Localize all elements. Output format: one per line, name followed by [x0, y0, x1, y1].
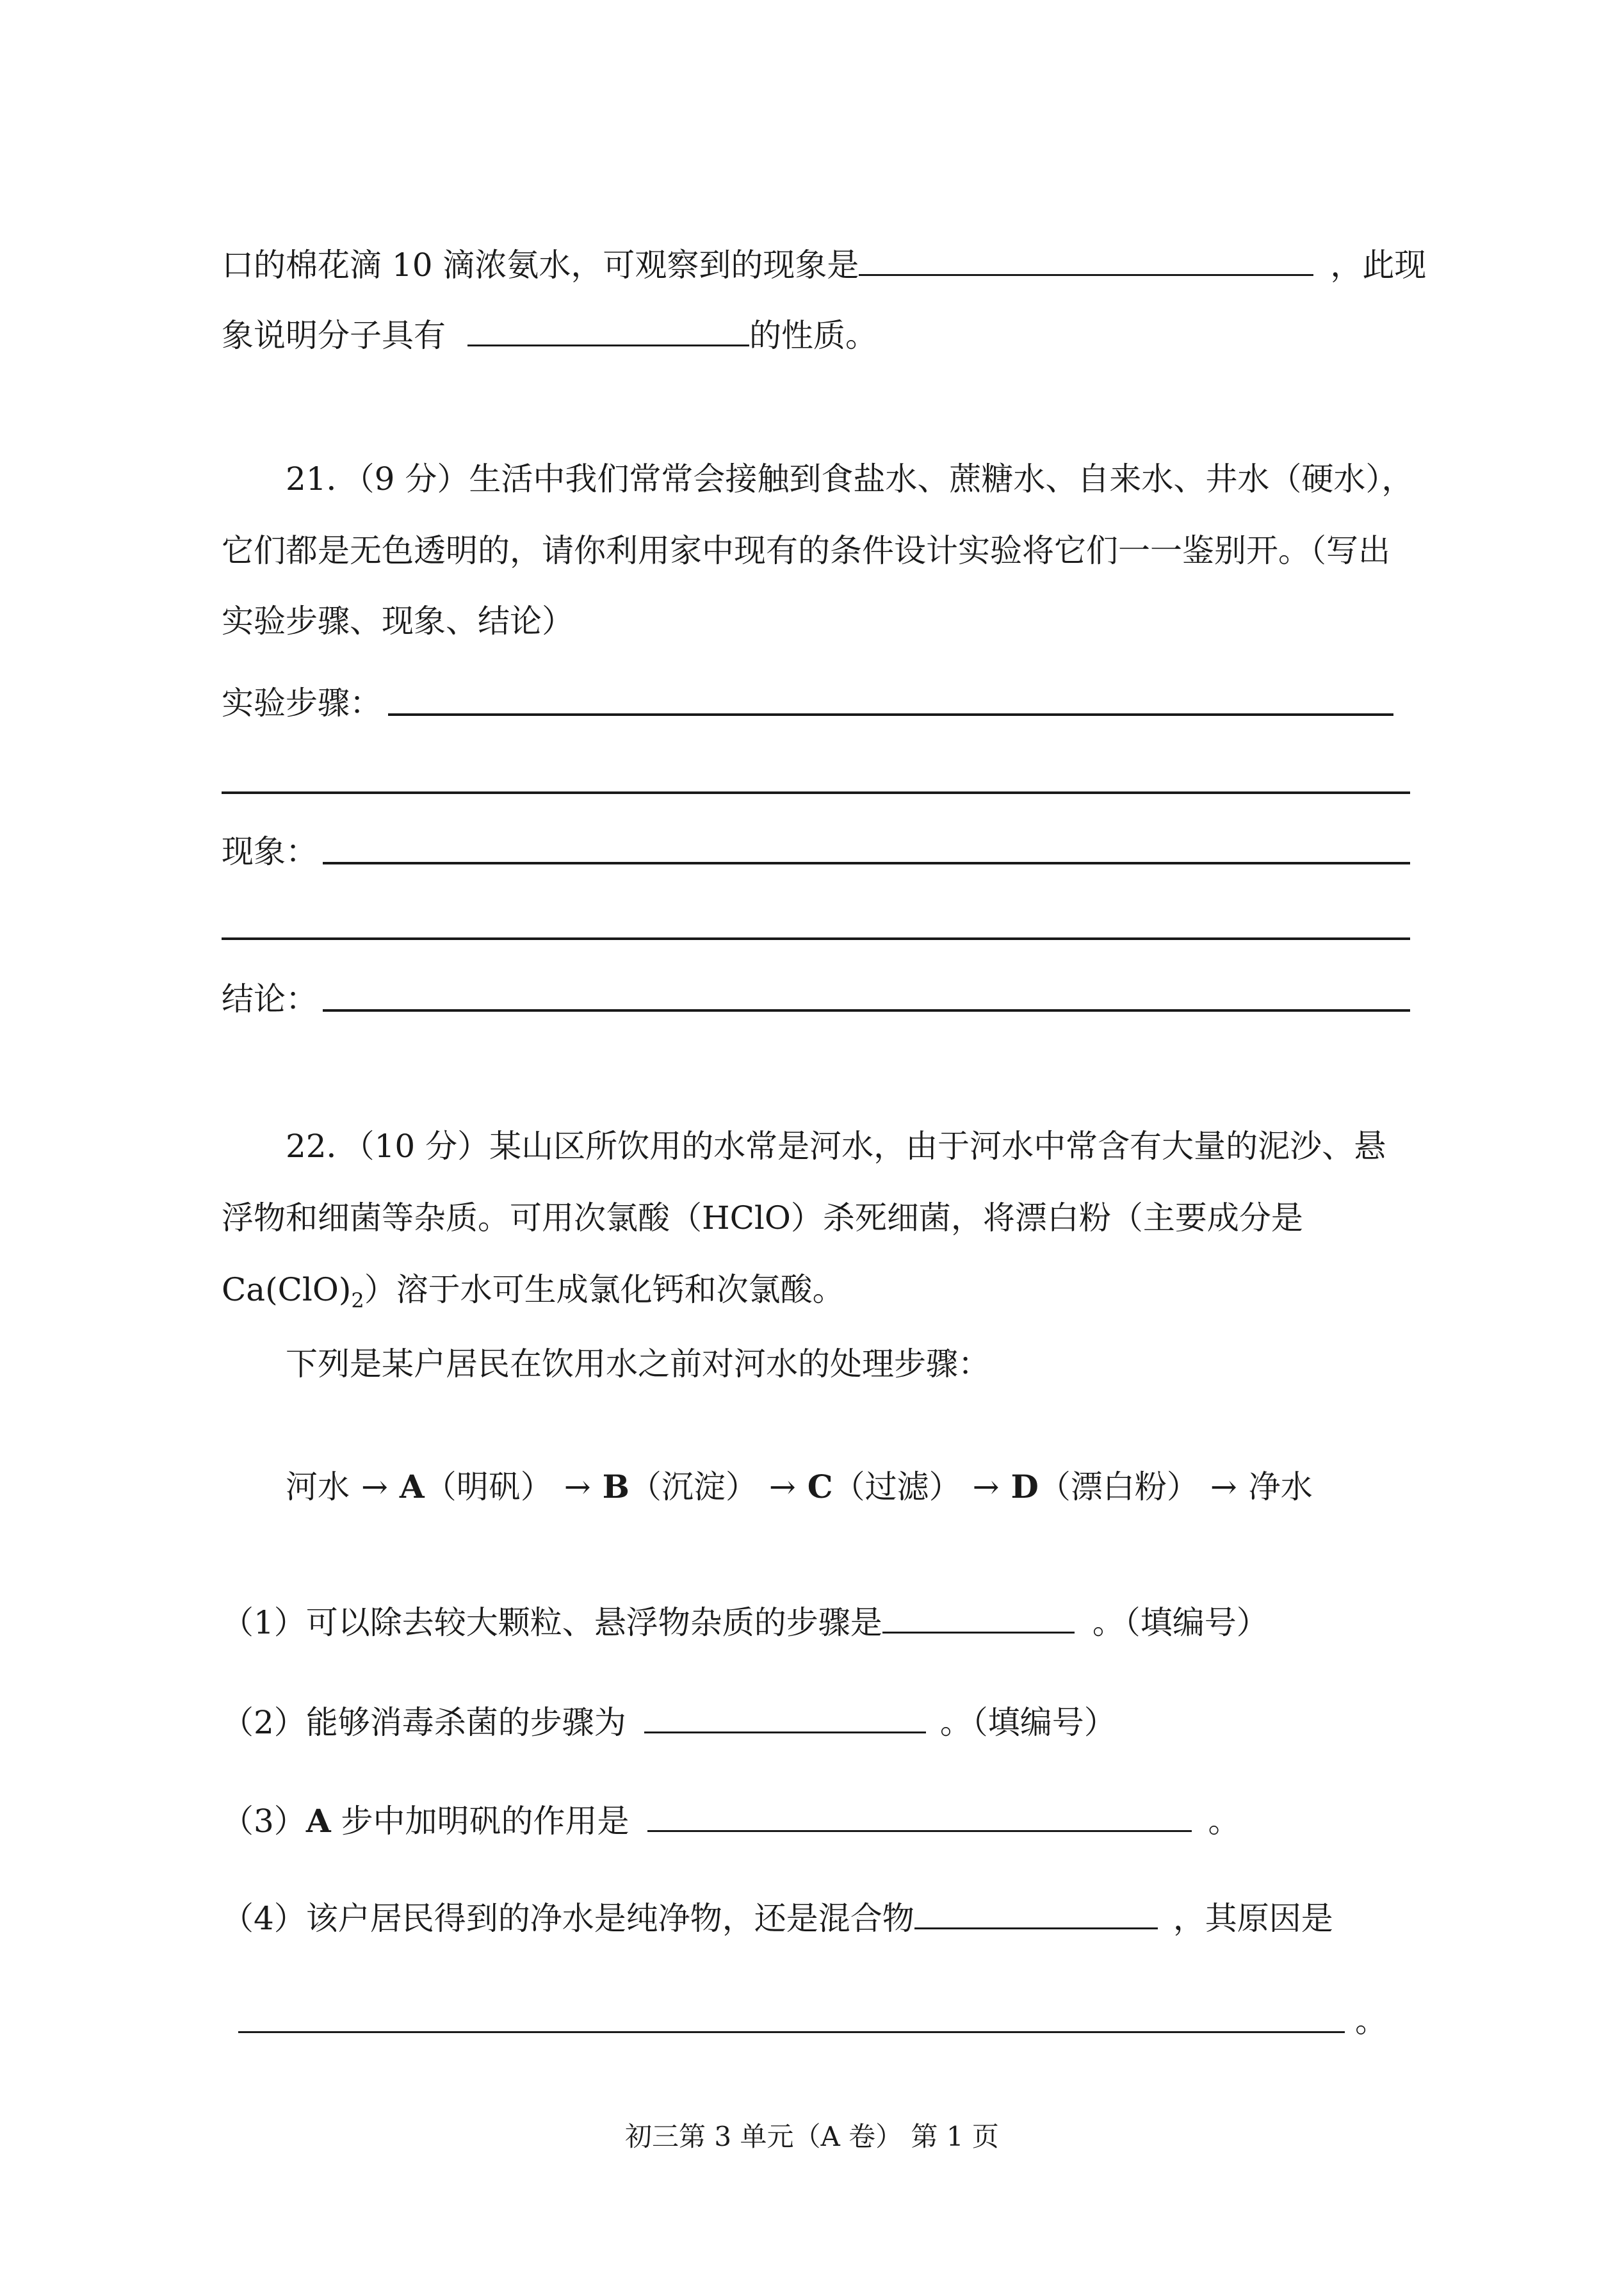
- q20-line1-prefix: 口的棉花滴 10 滴浓氨水，可观察到的现象是: [222, 247, 859, 284]
- q22-formula-subscript: 2: [351, 1288, 364, 1313]
- arrow-icon: →: [564, 1468, 591, 1505]
- q22-line-1: [0, 1127, 1624, 1165]
- q21-conclusion-row: [0, 980, 1624, 1018]
- q21-stem-3: 实验步骤、现象、结论）: [222, 603, 574, 640]
- flow-step-a-note: （明矾）: [424, 1468, 553, 1505]
- q21-line-1: [0, 460, 1624, 498]
- q21-steps-label: 实验步骤：: [222, 685, 382, 722]
- q22-sub1-suffix: 。（填编号）: [1092, 1604, 1269, 1641]
- q21-phenomenon-label: 现象：: [222, 833, 318, 870]
- flow-step-b-letter: B: [602, 1468, 629, 1505]
- q22-line-2: [0, 1199, 1624, 1237]
- q21-line-2: [0, 531, 1624, 570]
- q22-sub4-blank[interactable]: [914, 1899, 1158, 1929]
- q20-phenomenon-blank[interactable]: [859, 246, 1313, 276]
- q20-line-1: [0, 246, 1624, 284]
- flow-step-a-letter: A: [399, 1468, 425, 1505]
- q21-conclusion-label: 结论：: [222, 980, 318, 1018]
- q21-stem-2: 它们都是无色透明的，请你利用家中现有的条件设计实验将它们一一鉴别开。（写出: [222, 532, 1390, 569]
- q21-phenomenon-row: [0, 832, 1624, 871]
- q22-sub3-blank[interactable]: [647, 1802, 1192, 1832]
- flow-end: 净水: [1248, 1468, 1313, 1505]
- q22-flow: [0, 1468, 1624, 1506]
- q20-line-2: [0, 316, 1624, 355]
- q20-line2-suffix: 的性质。: [749, 317, 877, 354]
- q22-intro-line: [0, 1345, 1624, 1383]
- q22-formula-main: Ca(ClO): [222, 1271, 352, 1308]
- q22-sub4-suffix: ，其原因是: [1173, 1900, 1333, 1937]
- q21-phenomenon-answer-line-1[interactable]: [323, 862, 1410, 864]
- q20-line2-prefix: 象说明分子具有: [222, 317, 446, 354]
- arrow-icon: →: [1210, 1468, 1237, 1505]
- flow-step-c-note: （过滤）: [832, 1468, 961, 1505]
- flow-step-b-note: （沉淀）: [629, 1468, 758, 1505]
- page-footer: 初三第 3 单元（A 卷） 第 1 页: [625, 2121, 999, 2152]
- q21-steps-answer-line-2[interactable]: [222, 791, 1410, 794]
- q21-steps-answer-line-1[interactable]: [388, 713, 1393, 716]
- arrow-icon: →: [768, 1468, 796, 1505]
- q20-line1-suffix: ，此现: [1330, 247, 1427, 284]
- q22-sub2-prefix: （2）能够消毒杀菌的步骤为: [222, 1704, 626, 1741]
- q22-sub1: [0, 1603, 1624, 1642]
- q22-stem-2: 浮物和细菌等杂质。可用次氯酸（HClO）杀死细菌，将漂白粉（主要成分是: [222, 1199, 1303, 1237]
- q22-formula: [222, 1271, 364, 1313]
- q22-sub2-suffix: 。（填编号）: [939, 1704, 1116, 1741]
- q22-sub3-letter: A: [305, 1802, 331, 1840]
- arrow-icon: →: [361, 1468, 388, 1505]
- q22-sub4-prefix: （4）该户居民得到的净水是纯净物，还是混合物: [222, 1900, 914, 1937]
- q22-sub2: [0, 1703, 1624, 1742]
- q22-sub4-end-row: [0, 2002, 1624, 2040]
- flow-step-d-letter: D: [1011, 1468, 1039, 1505]
- q22-sub2-blank[interactable]: [644, 1703, 926, 1733]
- q22-stem-3: ）溶于水可生成氯化钙和次氯酸。: [364, 1271, 845, 1308]
- q22-line-3: [0, 1270, 1624, 1320]
- arrow-icon: →: [972, 1468, 1000, 1505]
- q22-sub3-num: （3）: [222, 1803, 306, 1840]
- q22-sub3-text: 步中加明矾的作用是: [330, 1803, 629, 1840]
- q21-stem-1: 21．（9 分）生活中我们常常会接触到食盐水、蔗糖水、自来水、井水（硬水），: [286, 460, 1414, 498]
- q21-phenomenon-answer-line-2[interactable]: [222, 937, 1410, 940]
- q22-sub1-prefix: （1）可以除去较大颗粒、悬浮物杂质的步骤是: [222, 1604, 882, 1641]
- q22-sub4-end: 。: [1355, 2002, 1387, 2040]
- flow-step-d-note: （漂白粉）: [1038, 1468, 1199, 1505]
- flow-step-c-letter: C: [807, 1468, 833, 1505]
- q22-stem-1: 22．（10 分）某山区所饮用的水常是河水，由于河水中常含有大量的泥沙、悬: [286, 1128, 1386, 1165]
- q21-steps-row: [0, 684, 1624, 722]
- q21-conclusion-answer-line[interactable]: [323, 1009, 1410, 1012]
- q22-sub3: [0, 1802, 1624, 1840]
- flow-start: 河水: [286, 1468, 350, 1505]
- q22-sub3-suffix: 。: [1208, 1803, 1240, 1840]
- q20-property-blank[interactable]: [467, 316, 749, 346]
- q22-intro: 下列是某户居民在饮用水之前对河水的处理步骤：: [286, 1345, 990, 1383]
- q22-sub1-blank[interactable]: [882, 1603, 1075, 1634]
- q22-sub4: [0, 1899, 1624, 1938]
- q21-line-3: [0, 602, 1624, 640]
